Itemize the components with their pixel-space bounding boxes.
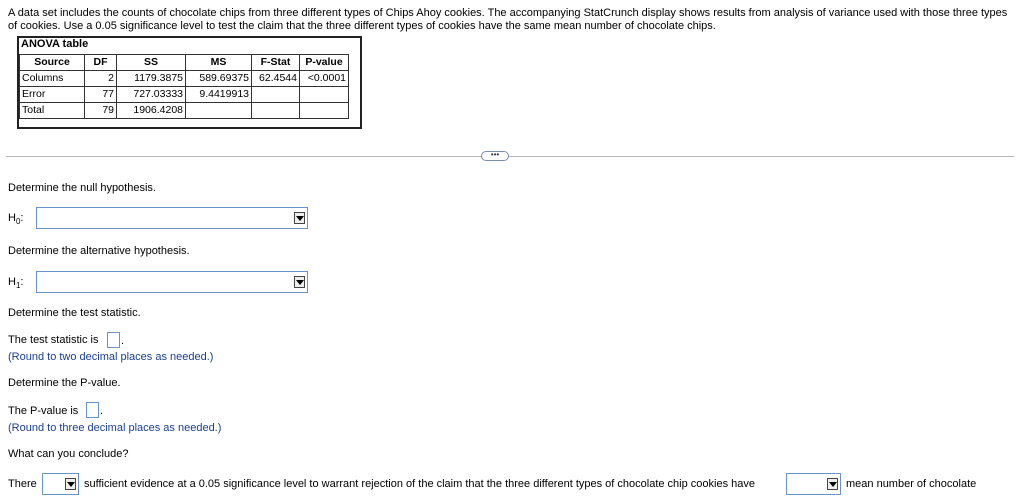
cell-ms: 589.69375 bbox=[186, 71, 252, 87]
header-fstat: F-Stat bbox=[252, 55, 300, 71]
conclusion-prompt: What can you conclude? bbox=[8, 448, 129, 460]
period: . bbox=[100, 405, 104, 417]
header-pvalue: P-value bbox=[300, 55, 349, 71]
cell-ss: 1179.3875 bbox=[117, 71, 186, 87]
cell-df: 77 bbox=[85, 87, 117, 103]
cell-pvalue bbox=[300, 87, 349, 103]
test-statistic-prompt: Determine the test statistic. bbox=[8, 307, 141, 319]
section-divider bbox=[6, 156, 1014, 157]
anova-table bbox=[19, 54, 349, 119]
cell-df: 2 bbox=[85, 71, 117, 87]
p-value-input[interactable] bbox=[86, 402, 99, 418]
rounding-hint: (Round to three decimal places as needed.) bbox=[8, 422, 222, 434]
cell-fstat: 62.4544 bbox=[252, 71, 300, 87]
cell-ms bbox=[186, 103, 252, 119]
dropdown-arrow-icon bbox=[294, 212, 305, 224]
table-row bbox=[20, 87, 349, 103]
cell-ss: 727.03333 bbox=[117, 87, 186, 103]
cell-pvalue: <0.0001 bbox=[300, 71, 349, 87]
null-hypothesis-dropdown[interactable] bbox=[36, 207, 308, 229]
table-row bbox=[20, 103, 349, 119]
alternative-hypothesis-prompt: Determine the alternative hypothesis. bbox=[8, 245, 190, 257]
test-statistic-label: The test statistic is bbox=[8, 334, 99, 346]
header-source: Source bbox=[20, 55, 85, 71]
table-row bbox=[20, 71, 349, 87]
conclusion-text-end: mean number of chocolate bbox=[846, 478, 977, 490]
cell-pvalue bbox=[300, 103, 349, 119]
p-value-prompt: Determine the P-value. bbox=[8, 377, 121, 389]
anova-table-title: ANOVA table bbox=[21, 38, 89, 50]
header-df: DF bbox=[85, 55, 117, 71]
dropdown-arrow-icon bbox=[65, 478, 76, 490]
rounding-hint: (Round to two decimal places as needed.) bbox=[8, 351, 214, 363]
cell-fstat bbox=[252, 103, 300, 119]
period: . bbox=[121, 335, 125, 347]
conclusion-text-middle: sufficient evidence at a 0.05 significance level to warrant rejection of the claim that the three different types of chocolate chip cookies have bbox=[84, 478, 755, 490]
null-hypothesis-prompt: Determine the null hypothesis. bbox=[8, 182, 156, 194]
cell-fstat bbox=[252, 87, 300, 103]
header-ms: MS bbox=[186, 55, 252, 71]
cell-source: Total bbox=[20, 103, 85, 119]
cell-df: 79 bbox=[85, 103, 117, 119]
expand-more-button[interactable]: ••• bbox=[481, 151, 509, 161]
dropdown-arrow-icon bbox=[827, 478, 838, 490]
cell-source: Columns bbox=[20, 71, 85, 87]
cell-ss: 1906.4208 bbox=[117, 103, 186, 119]
mean-comparison-dropdown[interactable] bbox=[786, 473, 841, 495]
dropdown-arrow-icon bbox=[294, 276, 305, 288]
evidence-dropdown[interactable] bbox=[42, 473, 79, 495]
header-ss: SS bbox=[117, 55, 186, 71]
test-statistic-input[interactable] bbox=[107, 332, 120, 348]
cell-ms: 9.4419913 bbox=[186, 87, 252, 103]
h0-label: $H_0$: bbox=[8, 212, 24, 227]
h1-label: $H_1$: bbox=[8, 276, 24, 291]
p-value-label: The P-value is bbox=[8, 405, 79, 417]
problem-statement: A data set includes the counts of chocolate chips from three different types of Chips Ahoy cookies. The accompanying StatCrunch display shows results from analysis of variance used with those three types of cookies. Use a 0.05 significance level to test the claim that the three different types of cookies have the same mean number of chocolate chips. bbox=[8, 7, 1008, 32]
alternative-hypothesis-dropdown[interactable] bbox=[36, 271, 308, 293]
conclusion-text-start: There bbox=[8, 478, 37, 490]
cell-source: Error bbox=[20, 87, 85, 103]
